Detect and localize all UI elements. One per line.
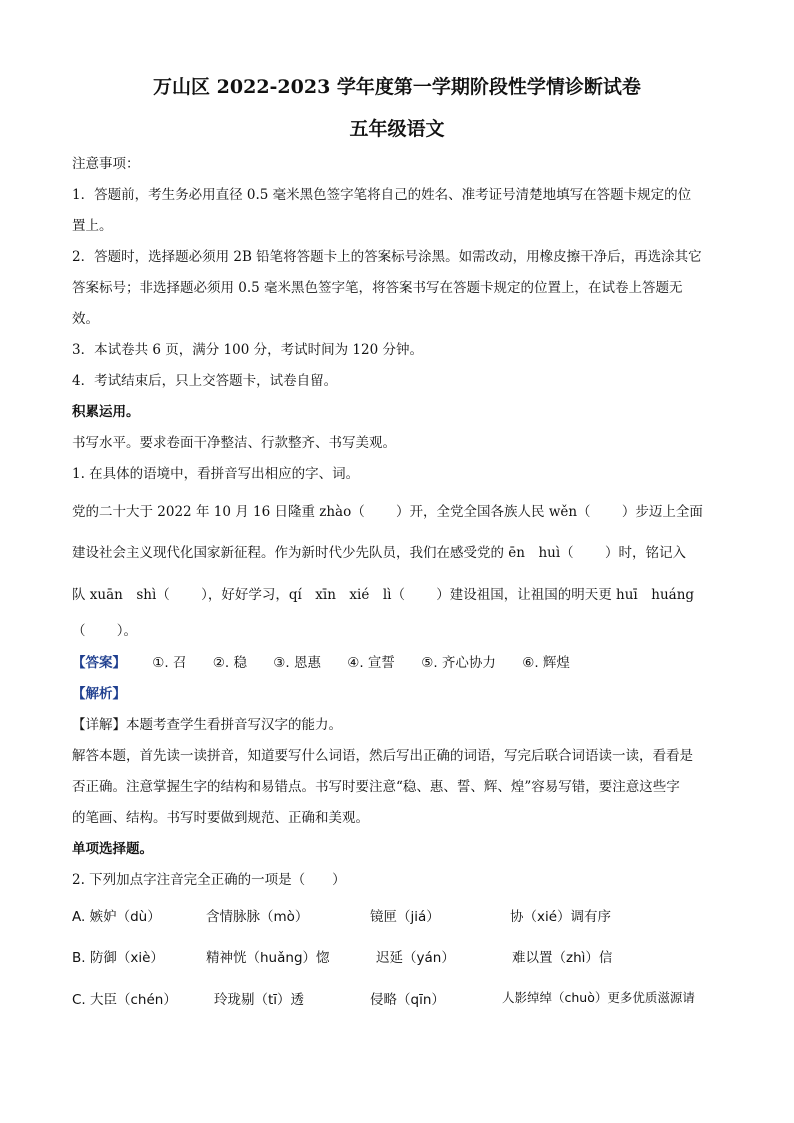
detail-line: 否正确。注意掌握生字的结构和易错点。书写时要注意“稳、惠、誓、辉、煌”容易写错，要注意这些字 [72, 779, 680, 795]
question-1-text: 建设社会主义现代化国家新征程。作为新时代少先队员，我们在感受党的 ēn huì（ ）时，铭记入 [72, 545, 686, 561]
answer-item: ④. 宣誓 [347, 655, 395, 671]
answer-item: ①. 召 [152, 655, 187, 671]
option-a-word-3: 镜匣（jiá） [370, 909, 440, 925]
exam-subtitle: 五年级语文 [349, 118, 445, 140]
writing-note: 书写水平。要求卷面干净整洁、行款整齐、书写美观。 [72, 435, 396, 451]
option-c-word-2: 玲珑剔（tī）透 [214, 992, 305, 1008]
answer-tag: 【答案】 [72, 655, 126, 671]
exam-title: 万山区 2022-2023 学年度第一学期阶段性学情诊断试卷 [153, 76, 641, 98]
question-2-prompt: 2. 下列加点字注音完全正确的一项是（ ） [72, 872, 346, 888]
notice-line: 效。 [72, 311, 99, 327]
option-c-word-4: 人影绰绰（chuò）更多优质滋源请 [502, 990, 695, 1005]
notice-line: 3．本试卷共 6 页，满分 100 分，考试时间为 120 分钟。 [72, 342, 423, 358]
question-1-text: （ ）。 [72, 623, 138, 639]
analysis-tag: 【解析】 [72, 686, 126, 702]
notice-line: 答案标号；非选择题必须用 0.5 毫米黑色签字笔，将答案书写在答题卡规定的位置上，在试卷上答题无 [72, 280, 683, 296]
option-a-word-2: 含情脉脉（mò） [206, 909, 309, 925]
question-1-text: 党的二十大于 2022 年 10 月 16 日隆重 zhào（ ）开，全党全国各族人民 wěn（ ）步迈上全面 [72, 504, 703, 520]
notice-line: 置上。 [72, 218, 113, 234]
section-heading-single-choice: 单项选择题。 [72, 841, 153, 857]
option-c-word-1: C. 大臣（chén） [72, 992, 177, 1008]
option-b-word-2: 精神恍（huǎng）惚 [206, 950, 330, 966]
answer-item: ③. 恩惠 [273, 655, 321, 671]
option-a-word-1: A. 嫉妒（dù） [72, 909, 161, 925]
option-b-word-4: 难以置（zhì）信 [512, 950, 613, 966]
question-1-prompt: 1. 在具体的语境中，看拼音写出相应的字、词。 [72, 466, 360, 482]
question-1-text: 队 xuān shì（ ），好好学习，qí xīn xié lì（ ）建设祖国，让祖国的明天更 huī huáng [72, 587, 695, 603]
answer-row [72, 651, 570, 671]
answer-item: ⑤. 齐心协力 [421, 655, 496, 671]
answer-item: ②. 稳 [212, 655, 247, 671]
notice-heading: 注意事项： [72, 156, 140, 172]
answer-item: ⑥. 辉煌 [522, 655, 570, 671]
detail-line: 的笔画、结构。书写时要做到规范、正确和美观。 [72, 810, 369, 826]
detail-line: 【详解】本题考查学生看拼音写汉字的能力。 [72, 717, 342, 733]
option-b-word-1: B. 防御（xiè） [72, 950, 164, 966]
notice-line: 4．考试结束后，只上交答题卡，试卷自留。 [72, 373, 338, 389]
detail-line: 解答本题，首先读一读拼音，知道要写什么词语，然后写出正确的词语，写完后联合词语读一读，看看是 [72, 748, 693, 764]
option-a-word-4: 协（xié）调有序 [510, 909, 612, 925]
option-c-word-3: 侵略（qīn） [370, 992, 445, 1008]
notice-line: 2．答题时，选择题必须用 2B 铅笔将答题卡上的答案标号涂黑。如需改动，用橡皮擦干净后，再选涂其它 [72, 249, 702, 265]
option-b-word-3: 迟延（yán） [376, 950, 455, 966]
notice-line: 1．答题前，考生务必用直径 0.5 毫米黑色签字笔将自己的姓名、准考证号清楚地填写在答题卡规定的位 [72, 187, 692, 203]
section-heading-accumulation: 积累运用。 [72, 404, 140, 420]
